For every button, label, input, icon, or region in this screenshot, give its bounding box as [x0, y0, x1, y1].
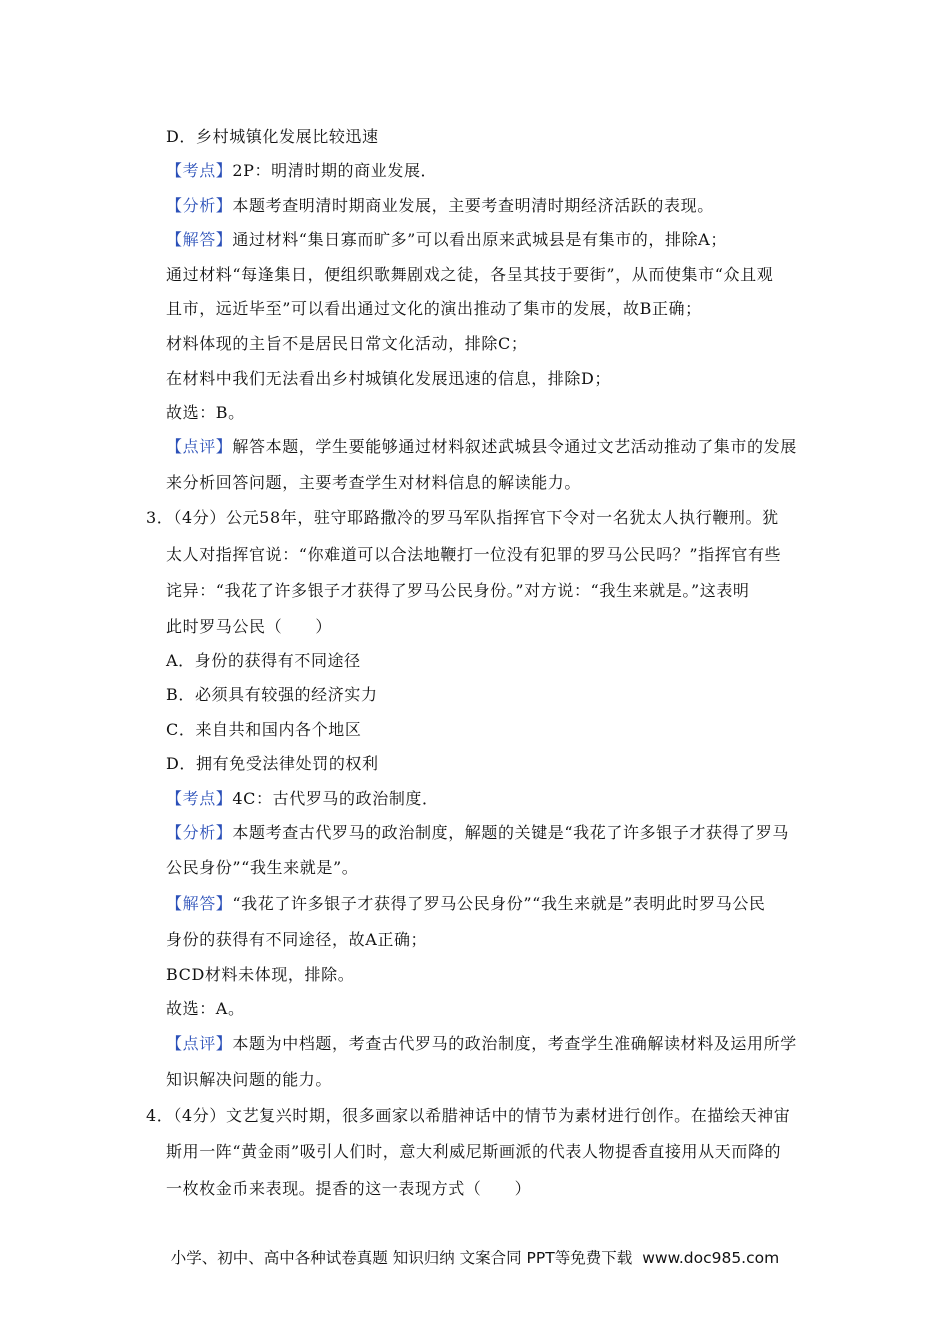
- q4-stem-line3: 一枚枚金币来表现。提香的这一表现方式（ ）: [166, 1179, 532, 1198]
- q3-fenxi-line2: 公民身份”“我生来就是”。: [166, 858, 359, 877]
- q3-jieda: [166, 894, 766, 914]
- footer-text: 小学、初中、高中各种试卷真题 知识归纳 文案合同 PPT等免费下载: [170, 1249, 633, 1267]
- q2-jieda-line3: 且市，远近毕至”可以看出通过文化的演出推动了集市的发展，故B正确；: [166, 299, 702, 318]
- q2-jieda-line5: 在材料中我们无法看出乡村城镇化发展迅速的信息，排除D；: [166, 369, 612, 388]
- question-number: 4．: [146, 1106, 174, 1125]
- jieda-tag: 【解答】: [166, 894, 233, 913]
- q2-dianping-line2: 来分析回答问题，主要考查学生对材料信息的解读能力。: [166, 473, 582, 492]
- q3-jieda-line3: BCD材料未体现，排除。: [166, 965, 355, 984]
- q4-stem: [146, 1106, 790, 1126]
- question-stem-text: （4分）公元58年，驻守耶路撒冷的罗马军队指挥官下令对一名犹太人执行鞭刑。犹: [173, 508, 779, 527]
- q3-stem-line2: 太人对指挥官说：“你难道可以合法地鞭打一位没有犯罪的罗马公民吗？”指挥官有些: [166, 545, 782, 564]
- q3-dianping: [166, 1034, 797, 1054]
- q2-jieda-line4: 材料体现的主旨不是居民日常文化活动，排除C；: [166, 334, 528, 353]
- question-stem-text: （4分）文艺复兴时期，很多画家以希腊神话中的情节为素材进行创作。在描绘天神宙: [173, 1106, 791, 1125]
- q2-jieda: [166, 230, 727, 250]
- q3-stem: [146, 508, 779, 528]
- q3-fenxi: [166, 823, 789, 843]
- q3-option-b: B．必须具有较强的经济实力: [166, 685, 378, 704]
- page-footer: [0, 1246, 950, 1268]
- fenxi-text: 本题考查古代罗马的政治制度，解题的关键是“我花了许多银子才获得了罗马: [232, 823, 789, 842]
- q3-jieda-line4: 故选：A。: [166, 999, 245, 1018]
- jieda-text: “我花了许多银子才获得了罗马公民身份”“我生来就是”表明此时罗马公民: [232, 894, 766, 913]
- kaodian-text: 2P：明清时期的商业发展．: [232, 161, 438, 180]
- kaodian-tag: 【考点】: [166, 789, 233, 808]
- jieda-text: 通过材料“集日寡而旷多”可以看出原来武城县是有集市的，排除A；: [232, 230, 727, 249]
- q2-jieda-line2: 通过材料“每逢集日，便组织歌舞剧戏之徒，各呈其技于要街”，从而使集市“众且观: [166, 265, 774, 284]
- q2-jieda-line6: 故选：B。: [166, 403, 245, 422]
- q4-stem-line2: 斯用一阵“黄金雨”吸引人们时，意大利威尼斯画派的代表人物提香直接用从天而降的: [166, 1142, 782, 1161]
- dianping-tag: 【点评】: [166, 437, 233, 456]
- q3-option-c: C．来自共和国内各个地区: [166, 720, 362, 739]
- q2-option-d: D．乡村城镇化发展比较迅速: [166, 127, 379, 146]
- q3-dianping-line2: 知识解决问题的能力。: [166, 1070, 333, 1089]
- q3-stem-line3: 诧异：“我花了许多银子才获得了罗马公民身份。”对方说：“我生来就是。”这表明: [166, 581, 750, 600]
- q3-jieda-line2: 身份的获得有不同途径，故A正确；: [166, 930, 428, 949]
- q3-kaodian: [166, 789, 439, 809]
- question-number: 3．: [146, 508, 174, 527]
- q2-dianping: [166, 437, 797, 457]
- q3-option-d: D．拥有免受法律处罚的权利: [166, 754, 379, 773]
- q2-fenxi: [166, 196, 714, 216]
- q3-stem-line4: 此时罗马公民（ ）: [166, 617, 333, 636]
- jieda-tag: 【解答】: [166, 230, 233, 249]
- kaodian-tag: 【考点】: [166, 161, 233, 180]
- fenxi-tag: 【分析】: [166, 823, 233, 842]
- fenxi-tag: 【分析】: [166, 196, 233, 215]
- dianping-text: 本题为中档题，考查古代罗马的政治制度，考查学生准确解读材料及运用所学: [232, 1034, 797, 1053]
- kaodian-text: 4C：古代罗马的政治制度．: [232, 789, 439, 808]
- dianping-text: 解答本题，学生要能够通过材料叙述武城县令通过文艺活动推动了集市的发展: [232, 437, 797, 456]
- dianping-tag: 【点评】: [166, 1034, 233, 1053]
- footer-url[interactable]: www.doc985.com: [642, 1249, 780, 1267]
- q2-kaodian: [166, 161, 437, 181]
- q3-option-a: A．身份的获得有不同途径: [166, 651, 361, 670]
- fenxi-text: 本题考查明清时期商业发展，主要考查明清时期经济活跃的表现。: [232, 196, 714, 215]
